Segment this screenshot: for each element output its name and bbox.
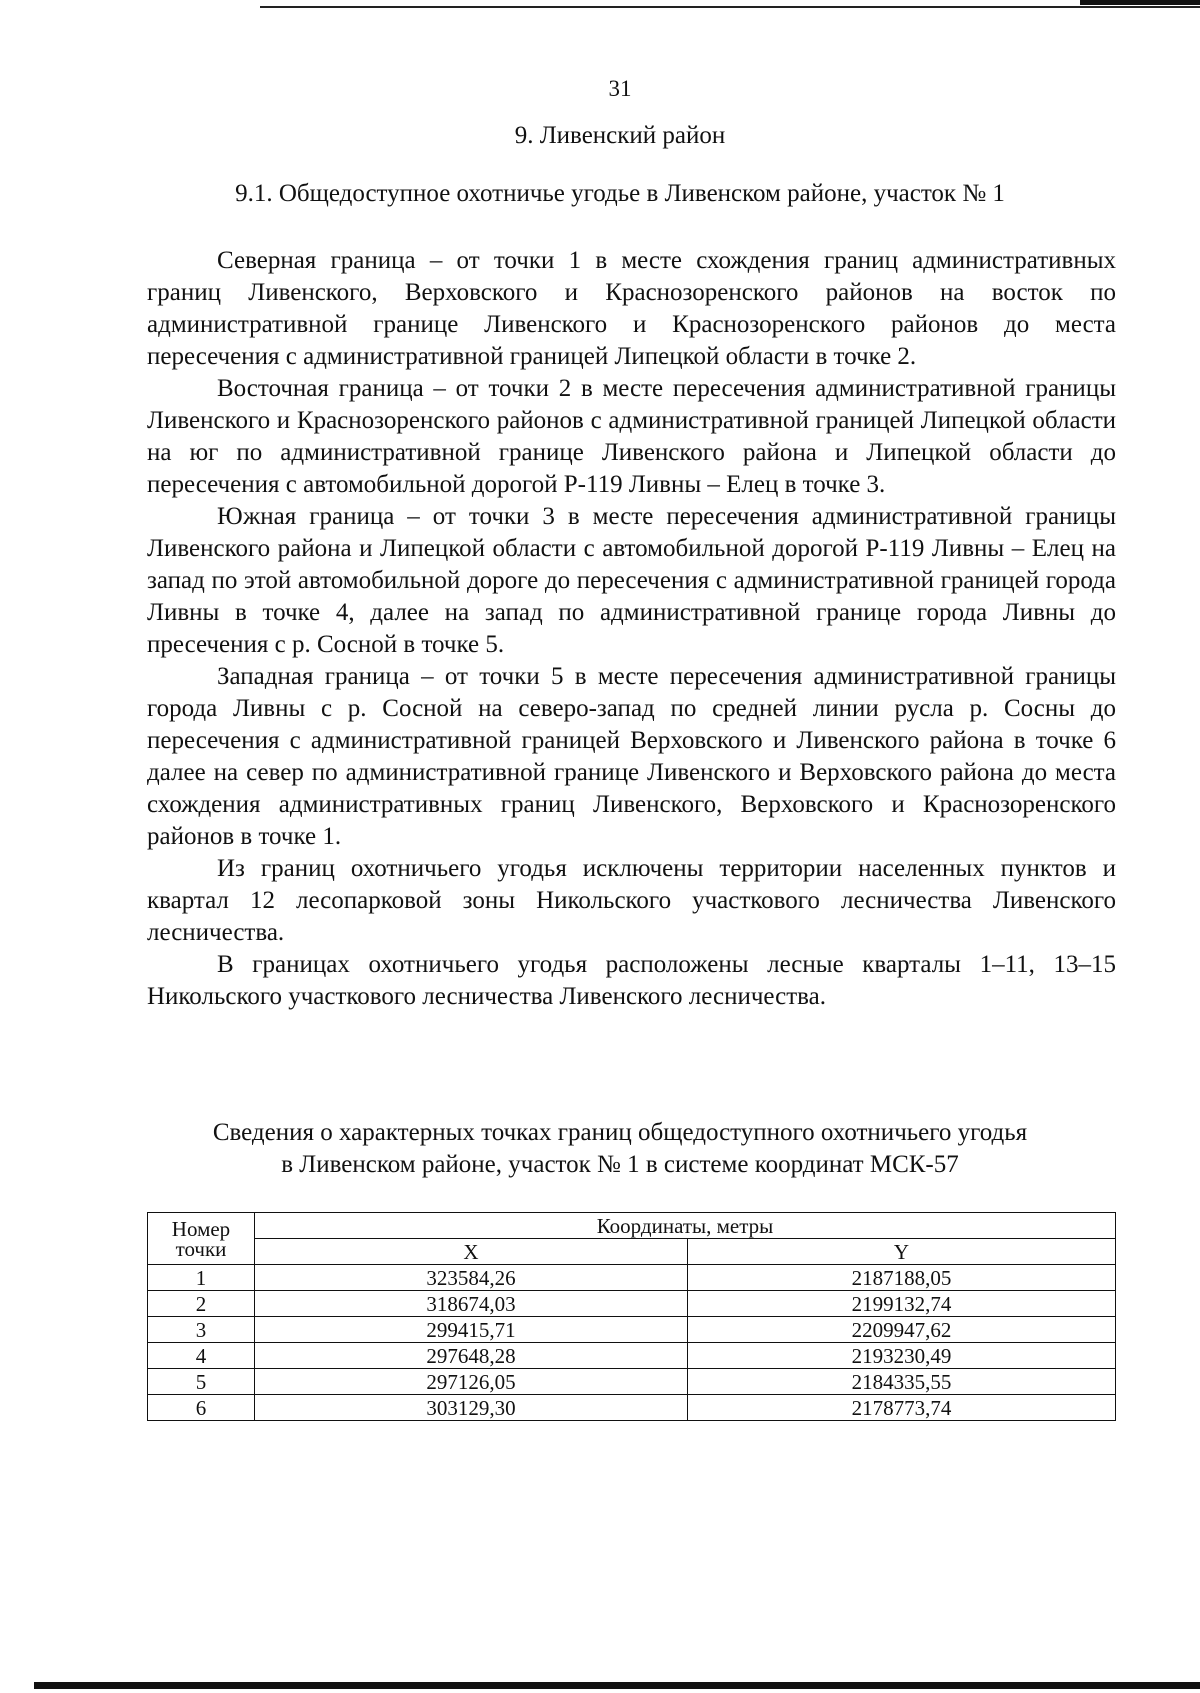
table-caption-line-1: Сведения о характерных точках границ общедоступного охотничьего угодья xyxy=(212,1119,1028,1146)
cell-x: 299415,71 xyxy=(255,1317,688,1343)
coordinates-table xyxy=(147,1212,1116,1421)
paragraph-east-boundary: Восточная граница – от точки 2 в месте пересечения административной границы Ливенского и Краснозоренского районов с административной границей Липецкой области на юг по административной границе Ливенского района и Липецкой области до пересечения с автомобильной дорогой Р-119 Ливны – Елец в точке 3. xyxy=(147,375,1116,498)
cell-point: 4 xyxy=(148,1343,255,1369)
cell-y: 2184335,55 xyxy=(688,1369,1116,1395)
top-rule xyxy=(260,6,1200,8)
document-body xyxy=(147,245,1116,1013)
table-row xyxy=(148,1317,1116,1343)
paragraph-forest-quarters: В границах охотничьего угодья расположены лесные кварталы 1–11, 13–15 Никольского участкового лесничества Ливенского лесничества. xyxy=(147,951,1116,1010)
table-row xyxy=(148,1291,1116,1317)
cell-y: 2199132,74 xyxy=(688,1291,1116,1317)
paragraph-west-boundary: Западная граница – от точки 5 в месте пересечения административной границы города Ливны с р. Сосной на северо-запад по средней линии русла р. Сосны до пересечения с административной границей Верховского и Ливенского района в точке 6 далее на север по административной границе Ливенского и Верховского района до места схождения административных границ Ливенского, Верховского и Краснозоренского районов в точке 1. xyxy=(147,663,1116,850)
cell-y: 2209947,62 xyxy=(688,1317,1116,1343)
paragraph-exclusions: Из границ охотничьего угодья исключены территории населенных пунктов и квартал 12 лесопарковой зоны Никольского участкового лесничества Ливенского лесничества. xyxy=(147,855,1116,946)
table-row xyxy=(148,1343,1116,1369)
cell-y: 2193230,49 xyxy=(688,1343,1116,1369)
table-row xyxy=(148,1395,1116,1421)
cell-point: 1 xyxy=(148,1265,255,1291)
cell-x: 297648,28 xyxy=(255,1343,688,1369)
cell-y: 2178773,74 xyxy=(688,1395,1116,1421)
header-point-number xyxy=(148,1213,255,1265)
header-x: X xyxy=(255,1239,688,1265)
cell-point: 5 xyxy=(148,1369,255,1395)
header-y: Y xyxy=(688,1239,1116,1265)
paragraph-north-boundary: Северная граница – от точки 1 в месте схождения границ административных границ Ливенского, Верховского и Краснозоренского районов на восток по административной границе Ливенского и Краснозоренского районов до места пересечения с административной границей Липецкой области в точке 2. xyxy=(147,247,1116,370)
table-header-row xyxy=(148,1213,1116,1239)
cell-point: 6 xyxy=(148,1395,255,1421)
section-title: 9. Ливенский район xyxy=(514,122,726,149)
cell-x: 297126,05 xyxy=(255,1369,688,1395)
table-row xyxy=(148,1369,1116,1395)
subsection-title: 9.1. Общедоступное охотничье угодье в Ливенском районе, участок № 1 xyxy=(235,180,1005,207)
bottom-rule xyxy=(34,1682,1200,1689)
cell-y: 2187188,05 xyxy=(688,1265,1116,1291)
table-caption xyxy=(120,1117,1120,1181)
cell-point: 2 xyxy=(148,1291,255,1317)
page-number: 31 xyxy=(608,76,632,101)
table-subheader-row xyxy=(148,1239,1116,1265)
cell-point: 3 xyxy=(148,1317,255,1343)
paragraph-south-boundary: Южная граница – от точки 3 в месте пересечения административной границы Ливенского района и Липецкой области с автомобильной дорогой Р-119 Ливны – Елец на запад по этой автомобильной дороге до пересечения с административной границей города Ливны в точке 4, далее на запад по административной границе города Ливны до пресечения с р. Сосной в точке 5. xyxy=(147,503,1116,658)
table-caption-line-2: в Ливенском районе, участок № 1 в системе координат МСК-57 xyxy=(281,1151,959,1178)
table-row xyxy=(148,1265,1116,1291)
cell-x: 318674,03 xyxy=(255,1291,688,1317)
top-rule-thick xyxy=(1080,0,1200,5)
header-point-line-1: Номер xyxy=(171,1217,231,1241)
header-coordinates: Координаты, метры xyxy=(255,1213,1116,1239)
header-point-line-2: точки xyxy=(175,1237,227,1261)
cell-x: 323584,26 xyxy=(255,1265,688,1291)
cell-x: 303129,30 xyxy=(255,1395,688,1421)
